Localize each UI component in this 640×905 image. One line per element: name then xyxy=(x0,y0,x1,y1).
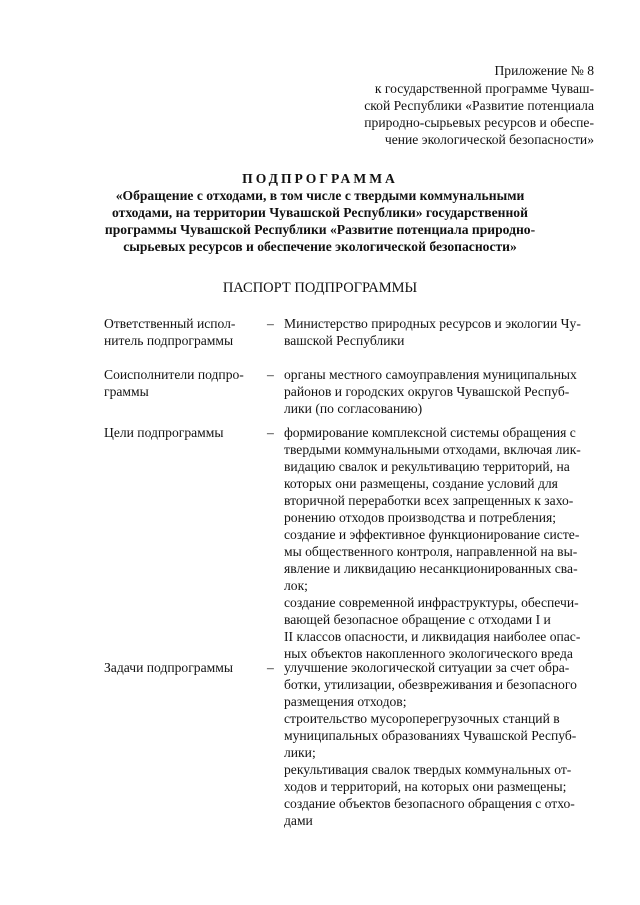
row-label-responsible xyxy=(104,315,262,349)
appendix-line-5: чение экологической безопасности» xyxy=(384,132,594,147)
row-label-line: нитель подпрограммы xyxy=(104,333,234,348)
row-value-line: видацию свалок и рекультивацию территорий, на xyxy=(284,459,570,474)
subprogram-title-line-2: отходами, на территории Чувашской Республики» государственной xyxy=(112,205,528,220)
row-value-line: вашской Республики xyxy=(284,333,405,348)
subprogram-heading: ПОДПРОГРАММА xyxy=(242,171,398,186)
row-value-responsible xyxy=(284,315,598,349)
appendix-line-3: ской Республики «Развитие потенциала xyxy=(364,98,594,113)
row-value-line: вающей безопасное обращение с отходами I и xyxy=(284,612,551,627)
row-value-line: создание современной инфраструктуры, обеспечи- xyxy=(284,595,579,610)
row-value-line: мы общественного контроля, направленной на вы- xyxy=(284,544,578,559)
row-value-line: формирование комплексной системы обращения с xyxy=(284,425,576,440)
row-value-line: II классов опасности, и ликвидация наиболее опас- xyxy=(284,629,581,644)
row-value-line: Министерство природных ресурсов и экологии Чу- xyxy=(284,316,581,331)
row-value-line: ных объектов накопленного экологического вреда xyxy=(284,646,573,661)
row-value-line: создание объектов безопасного обращения с отхо- xyxy=(284,796,575,811)
row-label-coexecutors xyxy=(104,366,262,400)
row-label-line: Цели подпрограммы xyxy=(104,425,224,440)
row-value-line: которых они размещены, создание условий для xyxy=(284,476,558,491)
row-value-line: улучшение экологической ситуации за счет обра- xyxy=(284,660,570,675)
subprogram-title-line-1: «Обращение с отходами, в том числе с твердыми коммунальными xyxy=(115,188,525,203)
row-value-line: вторичной переработки всех запрещенных к захо- xyxy=(284,493,574,508)
row-value-line: районов и городских округов Чувашской Респуб- xyxy=(284,384,570,399)
appendix-line-4: природно-сырьевых ресурсов и обеспе- xyxy=(364,115,594,130)
row-value-tasks xyxy=(284,659,598,829)
row-value-line: строительство мусороперегрузочных станций в xyxy=(284,711,560,726)
passport-heading: ПАСПОРТ ПОДПРОГРАММЫ xyxy=(222,280,418,296)
row-dash: – xyxy=(267,660,274,675)
row-value-line: ронению отходов производства и потребления; xyxy=(284,510,557,525)
row-value-goals xyxy=(284,424,598,662)
appendix-line-1: Приложение № 8 xyxy=(494,63,594,78)
row-value-line: твердыми коммунальными отходами, включая лик- xyxy=(284,442,581,457)
row-value-line: создание и эффективное функционирование систе- xyxy=(284,527,580,542)
row-value-line: ходов и территорий, на которых они размещены; xyxy=(284,779,567,794)
subprogram-title-line-3: программы Чувашской Республики «Развитие потенциала природно- xyxy=(104,222,536,237)
row-dash: – xyxy=(267,425,274,440)
row-value-line: лок; xyxy=(284,578,308,593)
row-label-line: граммы xyxy=(104,384,149,399)
row-value-line: лики (по согласованию) xyxy=(284,401,423,416)
row-value-line: ботки, утилизации, обезвреживания и безопасного xyxy=(284,677,577,692)
row-dash: – xyxy=(267,316,274,331)
row-label-line: Ответственный испол- xyxy=(104,316,236,331)
row-label-line: Соисполнители подпро- xyxy=(104,367,244,382)
row-value-line: явление и ликвидацию несанкционированных сва- xyxy=(284,561,578,576)
subprogram-title-line-4: сырьевых ресурсов и обеспечение экологической безопасности» xyxy=(123,239,517,254)
row-value-line: рекультивация свалок твердых коммунальных от- xyxy=(284,762,572,777)
row-label-tasks xyxy=(104,659,262,676)
row-value-line: размещения отходов; xyxy=(284,694,407,709)
appendix-line-2: к государственной программе Чуваш- xyxy=(374,81,594,96)
row-label-goals xyxy=(104,424,262,441)
row-value-line: муниципальных образованиях Чувашской Респуб- xyxy=(284,728,577,743)
row-value-line: органы местного самоуправления муниципальных xyxy=(284,367,577,382)
row-value-line: дами xyxy=(284,813,313,828)
row-value-line: лики; xyxy=(284,745,316,760)
row-dash: – xyxy=(267,367,274,382)
row-value-coexecutors xyxy=(284,366,598,417)
row-label-line: Задачи подпрограммы xyxy=(104,660,233,675)
